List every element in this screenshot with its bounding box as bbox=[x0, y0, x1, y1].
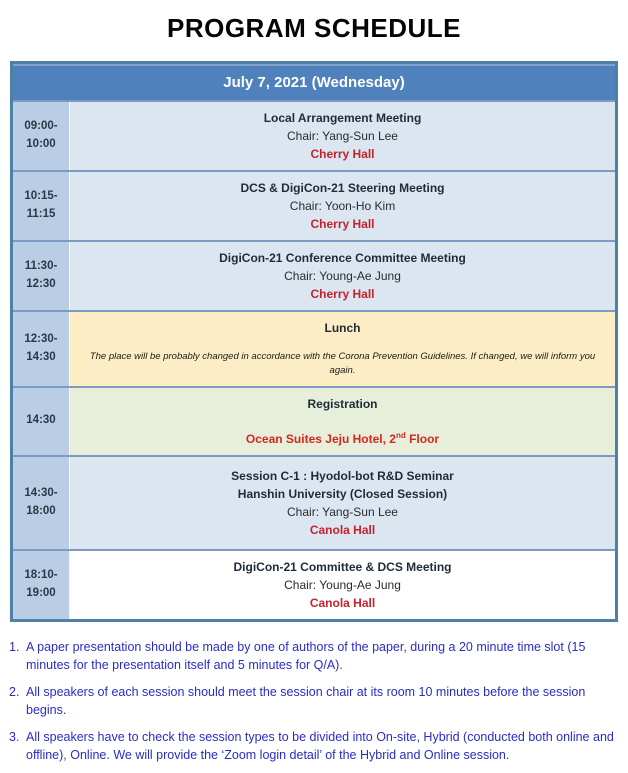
note-number: 2. bbox=[9, 684, 20, 699]
venue-text-rest: Floor bbox=[405, 431, 440, 446]
event-subtitle: Hanshin University (Closed Session) bbox=[237, 486, 448, 501]
table-row-registration bbox=[13, 386, 615, 455]
hall-label: Cherry Hall bbox=[310, 147, 375, 161]
note-text: A paper presentation should be made by one of authors of the paper, during a 20 minute time slot (15 minutes for the presentation itself and 5 minutes for Q/A). bbox=[26, 639, 586, 672]
content-cell bbox=[70, 172, 615, 240]
event-title: Local Arrangement Meeting bbox=[263, 111, 422, 125]
time-cell bbox=[13, 242, 70, 310]
time-start: 09:00- bbox=[24, 120, 58, 133]
page-title: PROGRAM SCHEDULE bbox=[166, 13, 461, 43]
event-title: DigiCon-21 Committee & DCS Meeting bbox=[233, 559, 452, 574]
time-cell bbox=[13, 172, 70, 240]
note-number: 1. bbox=[9, 639, 20, 654]
venue-ordinal-suffix: nd bbox=[395, 430, 406, 440]
event-title: Registration bbox=[307, 396, 378, 411]
content-cell bbox=[70, 551, 615, 619]
content-cell bbox=[70, 312, 615, 386]
note-item bbox=[9, 683, 619, 719]
time-end: 14:30 bbox=[26, 350, 56, 363]
event-title: Session C-1 : Hyodol-bot R&D Seminar bbox=[231, 468, 454, 483]
table-row-conference-committee bbox=[13, 240, 615, 310]
chair-label: Chair: Young-Ae Jung bbox=[284, 577, 401, 592]
time-cell bbox=[13, 551, 70, 619]
table-row-committee-dcs bbox=[13, 549, 615, 619]
venue-text: Ocean Suites Jeju Hotel, 2 bbox=[245, 431, 396, 446]
note-text: All speakers of each session should meet the session chair at its room 10 minutes before the session begins. bbox=[26, 684, 586, 717]
hall-label: Cherry Hall bbox=[310, 217, 375, 231]
table-row-steering-meeting bbox=[13, 170, 615, 240]
chair-label: Chair: Yang-Sun Lee bbox=[287, 504, 398, 519]
time-end: 11:15 bbox=[26, 208, 56, 220]
hall-label: Canola Hall bbox=[309, 595, 376, 610]
content-cell bbox=[70, 102, 615, 170]
venue-label bbox=[246, 430, 439, 448]
notes-section bbox=[9, 638, 619, 765]
schedule-table bbox=[10, 61, 618, 622]
note-number: 3. bbox=[9, 730, 20, 744]
event-title: DCS & DigiCon-21 Steering Meeting bbox=[240, 181, 445, 195]
chair-label: Chair: Young-Ae Jung bbox=[284, 269, 401, 283]
table-header-date: July 7, 2021 (Wednesday) bbox=[13, 64, 615, 100]
time-cell bbox=[13, 457, 70, 549]
time-start: 10:15- bbox=[24, 190, 58, 203]
event-title: Lunch bbox=[324, 321, 361, 335]
time-end: 19:00 bbox=[26, 586, 56, 599]
hall-label: Cherry Hall bbox=[310, 287, 375, 301]
time-cell bbox=[13, 312, 70, 386]
time-cell bbox=[13, 102, 70, 170]
time-end: 18:00 bbox=[26, 504, 56, 517]
time-start: 14:30 bbox=[26, 414, 56, 427]
time-end: 10:00 bbox=[26, 138, 56, 150]
note-text: All speakers have to check the session types to be divided into On-site, Hybrid (conducted both online and offline), Online. We will provide the ‘Zoom login detail’ of the Hybrid and Online session. bbox=[26, 730, 614, 763]
note-item bbox=[9, 638, 619, 674]
note-item bbox=[9, 728, 619, 764]
time-cell bbox=[13, 388, 70, 455]
time-start: 11:30- bbox=[24, 260, 58, 273]
content-cell bbox=[70, 457, 615, 549]
time-start: 12:30- bbox=[24, 332, 58, 345]
event-title: DigiCon-21 Conference Committee Meeting bbox=[219, 251, 466, 265]
lunch-note: The place will be probably changed in accordance with the Corona Prevention Guidelines. If changed, we will inform you again. bbox=[89, 351, 596, 377]
time-start: 14:30- bbox=[24, 486, 58, 499]
chair-label: Chair: Yang-Sun Lee bbox=[287, 129, 398, 143]
table-row-local-arrangement bbox=[13, 100, 615, 170]
content-cell bbox=[70, 388, 615, 455]
hall-label: Canola Hall bbox=[309, 522, 376, 537]
table-row-session-c1 bbox=[13, 455, 615, 549]
table-row-lunch bbox=[13, 310, 615, 386]
chair-label: Chair: Yoon-Ho Kim bbox=[289, 199, 396, 213]
content-cell bbox=[70, 242, 615, 310]
time-start: 18:10- bbox=[24, 568, 58, 581]
time-end: 12:30 bbox=[26, 278, 56, 290]
